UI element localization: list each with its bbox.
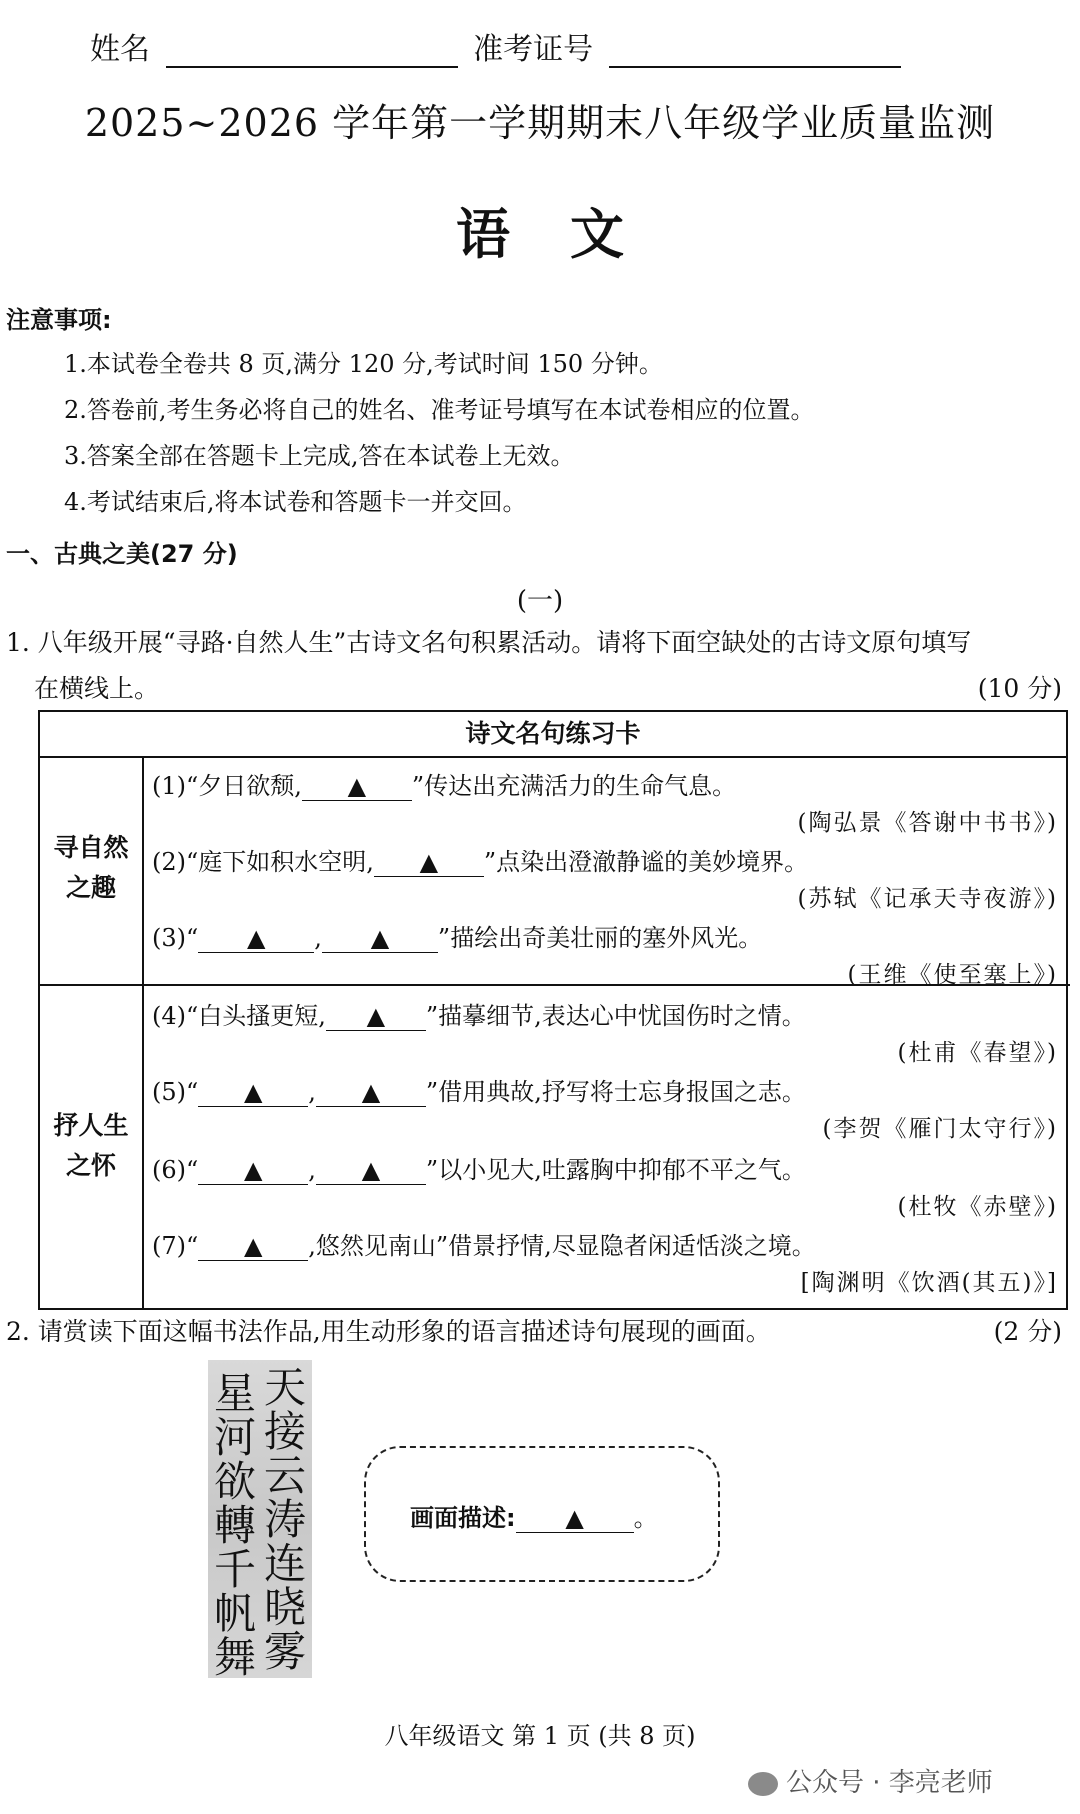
question-1-text-cont: 在横线上。 xyxy=(34,674,160,703)
answer-blank[interactable]: ▲ xyxy=(302,772,412,801)
name-exam-no-bar xyxy=(90,24,901,68)
item-text: ”点染出澄澈静谧的美妙境界。 xyxy=(483,848,809,876)
item-text: , xyxy=(314,924,322,952)
item-text: “ xyxy=(186,1232,199,1260)
item-text: “白头搔更短, xyxy=(186,1002,326,1030)
description-label: 画面描述: xyxy=(410,1504,516,1532)
item-text: ”以小见大,吐露胸中抑郁不平之气。 xyxy=(425,1156,806,1184)
description-prompt xyxy=(410,1498,658,1533)
exam-title: 2025~2026 学年第一学期期末八年级学业质量监测 xyxy=(84,101,996,145)
calligraphy-char: 欲 xyxy=(213,1457,256,1506)
card-title: 诗文名句练习卡 xyxy=(40,712,1066,758)
calligraphy-char: 河 xyxy=(213,1413,256,1462)
item-source: (杜甫《春望》) xyxy=(897,1040,1058,1066)
group-life xyxy=(40,986,144,1308)
fill-item-2 xyxy=(152,842,808,877)
calligraphy-char: 接 xyxy=(263,1407,306,1456)
calligraphy-column-left xyxy=(212,1369,258,1682)
item-source: (王维《使至塞上》) xyxy=(847,962,1058,988)
watermark-text: 公众号 · 李亮老师 xyxy=(786,1768,993,1798)
group-label: 之趣 xyxy=(65,873,116,902)
group-label: 抒人生 xyxy=(53,1111,129,1140)
calligraphy-image xyxy=(208,1360,312,1682)
note-item: 3.答案全部在答题卡上完成,答在本试卷上无效。 xyxy=(64,442,575,470)
calligraphy-char: 舞 xyxy=(213,1633,256,1682)
item-number: (4) xyxy=(152,1002,186,1030)
answer-blank[interactable]: ▲ xyxy=(198,924,314,953)
item-source: [陶渊明《饮酒(其五)》] xyxy=(800,1270,1058,1296)
item-text: , xyxy=(308,1156,316,1184)
fill-item-6 xyxy=(152,1150,806,1185)
answer-blank[interactable]: ▲ xyxy=(326,1002,426,1031)
item-number: (6) xyxy=(152,1156,186,1184)
item-source: (苏轼《记承天寺夜游》) xyxy=(797,886,1058,912)
group-nature xyxy=(40,756,144,986)
notes-heading: 注意事项: xyxy=(6,306,112,334)
calligraphy-char: 涛 xyxy=(263,1495,306,1544)
item-number: (2) xyxy=(152,848,186,876)
note-item: 4.考试结束后,将本试卷和答题卡一并交回。 xyxy=(64,488,527,516)
exam-no-field[interactable] xyxy=(609,36,901,68)
calligraphy-char: 晓 xyxy=(263,1583,306,1632)
calligraphy-char: 千 xyxy=(213,1545,256,1594)
question-2-points: (2 分) xyxy=(993,1317,1062,1346)
exam-no-label: 准考证号 xyxy=(473,32,594,67)
question-1-points: (10 分) xyxy=(977,674,1062,703)
fill-item-7 xyxy=(152,1226,816,1261)
calligraphy-char: 天 xyxy=(263,1363,306,1412)
item-source: (陶弘景《答谢中书书》) xyxy=(797,810,1058,836)
description-end: 。 xyxy=(633,1504,658,1532)
fill-item-5 xyxy=(152,1072,806,1107)
name-label: 姓名 xyxy=(90,32,150,67)
item-number: (1) xyxy=(152,772,186,800)
page-footer: 八年级语文 第 1 页 (共 8 页) xyxy=(384,1722,696,1750)
fill-item-3 xyxy=(152,918,762,953)
answer-blank[interactable]: ▲ xyxy=(374,848,484,877)
group-label: 之怀 xyxy=(65,1151,116,1180)
section-title: 一、古典之美(27 分) xyxy=(6,540,238,568)
calligraphy-column-right xyxy=(262,1363,308,1676)
description-box xyxy=(364,1446,720,1582)
poetry-practice-card xyxy=(38,710,1068,1310)
item-text: ,悠然见南山”借景抒情,尽显隐者闲适恬淡之境。 xyxy=(308,1232,816,1260)
item-source: (杜牧《赤壁》) xyxy=(897,1194,1058,1220)
part-title: (一) xyxy=(516,586,564,616)
item-text: ”描绘出奇美壮丽的塞外风光。 xyxy=(437,924,763,952)
item-text: “庭下如积水空明, xyxy=(186,848,374,876)
fill-item-4 xyxy=(152,996,806,1031)
answer-blank[interactable]: ▲ xyxy=(516,1504,634,1533)
calligraphy-char: 轉 xyxy=(213,1501,256,1550)
item-text: ”描摹细节,表达心中忧国伤时之情。 xyxy=(425,1002,806,1030)
fill-item-1 xyxy=(152,766,736,801)
calligraphy-char: 帆 xyxy=(213,1589,256,1638)
item-number: (3) xyxy=(152,924,186,952)
item-text: ”传达出充满活力的生命气息。 xyxy=(411,772,737,800)
calligraphy-char: 雾 xyxy=(263,1627,306,1676)
item-source: (李贺《雁门太守行》) xyxy=(822,1116,1058,1142)
item-number: (5) xyxy=(152,1078,186,1106)
item-number: (7) xyxy=(152,1232,186,1260)
subject-title: 语文 xyxy=(456,203,684,266)
answer-blank[interactable]: ▲ xyxy=(198,1078,308,1107)
watermark xyxy=(748,1762,993,1799)
item-text: “ xyxy=(186,1156,199,1184)
calligraphy-char: 连 xyxy=(263,1539,306,1588)
calligraphy-char: 星 xyxy=(213,1369,256,1418)
name-field[interactable] xyxy=(166,36,458,68)
question-1 xyxy=(6,620,1066,712)
answer-blank[interactable]: ▲ xyxy=(322,924,438,953)
answer-blank[interactable]: ▲ xyxy=(316,1156,426,1185)
item-text: , xyxy=(308,1078,316,1106)
note-item: 1.本试卷全卷共 8 页,满分 120 分,考试时间 150 分钟。 xyxy=(64,350,663,378)
note-item: 2.答卷前,考生务必将自己的姓名、准考证号填写在本试卷相应的位置。 xyxy=(64,396,815,424)
question-1-text: 1. 八年级开展“寻路·自然人生”古诗文名句积累活动。请将下面空缺处的古诗文原句填写 xyxy=(6,628,972,657)
item-text: “ xyxy=(186,1078,199,1106)
item-text: “夕日欲颓, xyxy=(186,772,302,800)
question-2-text: 2. 请赏读下面这幅书法作品,用生动形象的语言描述诗句展现的画面。 xyxy=(6,1317,771,1346)
calligraphy-char: 云 xyxy=(263,1451,306,1500)
answer-blank[interactable]: ▲ xyxy=(198,1156,308,1185)
wechat-icon xyxy=(748,1772,778,1796)
group-label: 寻自然 xyxy=(53,833,129,862)
item-text: “ xyxy=(186,924,199,952)
item-text: ”借用典故,抒写将士忘身报国之志。 xyxy=(425,1078,806,1106)
answer-blank[interactable]: ▲ xyxy=(198,1232,308,1261)
answer-blank[interactable]: ▲ xyxy=(316,1078,426,1107)
question-2 xyxy=(6,1312,1066,1348)
